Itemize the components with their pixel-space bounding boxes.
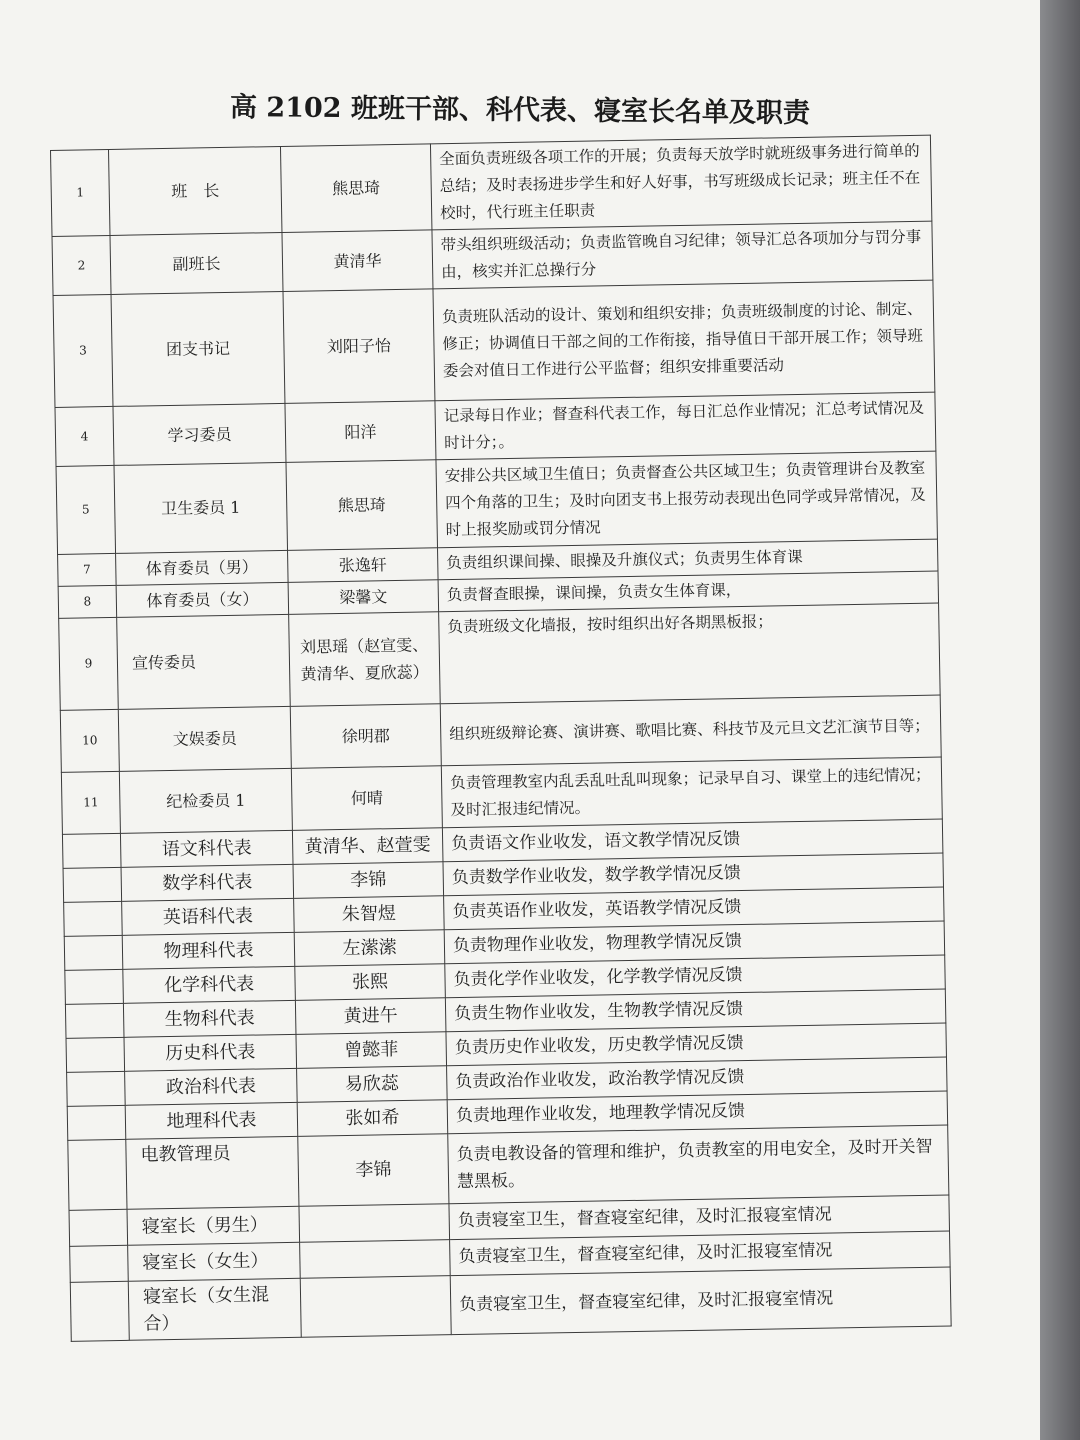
duty-cell: 负责地理作业收发，地理教学情况反馈	[447, 1091, 948, 1134]
name-cell: 黄清华、赵萱雯	[292, 828, 443, 865]
duty-cell: 负责语文作业收发，语文教学情况反馈	[442, 819, 943, 862]
row-number: 8	[58, 585, 117, 618]
row-number: 7	[58, 553, 117, 586]
background-edge	[1040, 0, 1080, 1440]
name-cell: 刘思瑶（赵宣雯、黄清华、夏欣蕊）	[289, 612, 441, 707]
name-cell: 曾懿菲	[296, 1032, 447, 1069]
table-row	[53, 280, 935, 407]
name-cell	[300, 1240, 451, 1279]
duty-cell: 负责管理教室内乱丢乱吐乱叫现象；记录早自习、课堂上的违纪情况；及时汇报违纪情况。	[441, 757, 942, 828]
role-cell: 物理科代表	[122, 932, 295, 969]
name-cell: 阳洋	[285, 401, 436, 463]
name-cell: 黄进午	[295, 998, 446, 1035]
role-cell: 副班长	[110, 232, 283, 294]
duty-cell: 安排公共区域卫生值日；负责督查公共区域卫生；负责管理讲台及教室四个角落的卫生；及时向团支书上报劳动表现出色同学或异常情况，及时上报奖励或罚分情况	[436, 451, 937, 548]
role-cell: 数学科代表	[121, 864, 294, 901]
row-number	[64, 935, 123, 970]
document-title: 高 2102 班班干部、科代表、寝室长名单及职责	[229, 91, 811, 130]
role-cell: 文娱委员	[118, 706, 291, 771]
duty-cell: 记录每日作业；督查科代表工作，每日汇总作业情况；汇总考试情况及时计分；。	[435, 392, 936, 460]
name-cell: 朱智煜	[294, 896, 445, 933]
role-cell: 历史科代表	[124, 1034, 297, 1071]
duty-cell: 负责化学作业收发，化学教学情况反馈	[445, 955, 946, 998]
row-number: 10	[60, 709, 119, 772]
duty-cell: 负责寝室卫生，督查寝室纪律，及时汇报寝室情况	[450, 1231, 951, 1276]
name-cell: 熊思琦	[286, 460, 438, 551]
role-cell: 纪检委员 1	[119, 768, 292, 833]
row-number: 1	[51, 149, 110, 236]
name-cell	[299, 1204, 450, 1243]
name-cell: 张如希	[297, 1100, 448, 1137]
name-cell	[300, 1276, 451, 1338]
name-cell: 何晴	[291, 766, 442, 831]
name-cell: 张逸轩	[288, 548, 439, 583]
role-cell: 化学科代表	[123, 966, 296, 1003]
row-number	[69, 1209, 128, 1246]
row-number	[65, 969, 124, 1004]
duty-cell: 负责组织课间操、眼操及升旗仪式；负责男生体育课	[438, 539, 938, 580]
duty-cell: 负责督查眼操，课间操，负责女生体育课，	[438, 571, 938, 612]
row-number	[68, 1139, 127, 1210]
duty-cell: 负责英语作业收发，英语教学情况反馈	[444, 887, 945, 930]
duty-cell: 负责电教设备的管理和维护，负责教室的用电安全，及时开关智慧黑板。	[448, 1125, 949, 1204]
duty-cell: 负责寝室卫生，督查寝室纪律，及时汇报寝室情况	[449, 1195, 950, 1240]
role-cell: 团支书记	[111, 291, 285, 406]
role-cell: 班 长	[108, 146, 281, 235]
row-number	[63, 867, 122, 902]
role-cell: 政治科代表	[125, 1068, 298, 1105]
table-row	[59, 603, 940, 710]
row-number: 4	[55, 406, 114, 466]
row-number: 9	[59, 617, 119, 710]
table-row	[56, 451, 937, 554]
duty-cell: 全面负责班级各项工作的开展；负责每天放学时就班级事务进行简单的总结；及时表扬进步学生和好人好事，书写班级成长记录；班主任不在校时，代行班主任职责	[430, 135, 931, 230]
duty-cell: 负责班级文化墙报，按时组织出好各期黑板报；	[439, 603, 941, 704]
name-cell: 易欣蕊	[297, 1066, 448, 1103]
name-cell: 徐明郡	[290, 704, 441, 769]
name-cell: 梁馨文	[288, 580, 439, 615]
duty-cell: 负责寝室卫生，督查寝室纪律，及时汇报寝室情况	[450, 1267, 951, 1335]
row-number	[70, 1281, 129, 1341]
duty-cell: 带头组织班级活动；负责监管晚自习纪律；领导汇总各项加分与罚分事由，核实并汇总操行分	[432, 221, 933, 289]
role-cell: 英语科代表	[122, 898, 295, 935]
roster-table-wrapper	[50, 135, 952, 1342]
row-number	[62, 833, 121, 868]
role-cell: 地理科代表	[125, 1102, 298, 1139]
row-number	[65, 1003, 124, 1038]
name-cell: 李锦	[293, 862, 444, 899]
duty-cell: 负责历史作业收发，历史教学情况反馈	[446, 1023, 947, 1066]
role-cell: 体育委员（男）	[116, 550, 289, 585]
row-number	[67, 1105, 126, 1140]
duty-cell: 组织班级辩论赛、演讲赛、歌唱比赛、科技节及元旦文艺汇演节目等；	[440, 695, 941, 766]
duty-cell: 负责政治作业收发，政治教学情况反馈	[447, 1057, 948, 1100]
role-cell: 体育委员（女）	[116, 582, 289, 617]
role-cell: 电教管理员	[126, 1136, 299, 1209]
row-number: 5	[56, 465, 116, 554]
row-number	[64, 901, 123, 936]
name-cell: 张熙	[295, 964, 446, 1001]
role-cell: 生物科代表	[123, 1000, 296, 1037]
name-cell: 李锦	[298, 1134, 449, 1207]
role-cell: 卫生委员 1	[114, 462, 288, 553]
duty-cell: 负责班队活动的设计、策划和组织安排；负责班级制度的讨论、制定、修正；协调值日干部之间的工作衔接，指导值日干部开展工作；领导班委会对值日工作进行公平监督；组织安排重要活动	[433, 280, 935, 401]
role-cell: 语文科代表	[120, 830, 293, 867]
roster-table	[50, 135, 952, 1342]
role-cell: 寝室长（男生）	[127, 1206, 300, 1245]
role-cell: 寝室长（女生）	[128, 1242, 301, 1281]
role-cell: 宣传委员	[117, 614, 291, 709]
name-cell: 黄清华	[282, 230, 433, 292]
duty-cell: 负责物理作业收发，物理教学情况反馈	[444, 921, 945, 964]
row-number	[70, 1245, 129, 1282]
row-number	[67, 1071, 126, 1106]
duty-cell: 负责数学作业收发，数学教学情况反馈	[443, 853, 944, 896]
row-number: 3	[53, 294, 113, 407]
name-cell: 左潆潆	[294, 930, 445, 967]
name-cell: 刘阳子怡	[283, 289, 435, 404]
role-cell: 学习委员	[113, 403, 286, 465]
role-cell: 寝室长（女生混合）	[128, 1278, 301, 1340]
row-number: 11	[61, 771, 120, 834]
duty-cell: 负责生物作业收发，生物教学情况反馈	[445, 989, 946, 1032]
row-number	[66, 1037, 125, 1072]
table-row	[51, 135, 932, 236]
row-number: 2	[52, 235, 111, 295]
name-cell: 熊思琦	[280, 144, 431, 233]
